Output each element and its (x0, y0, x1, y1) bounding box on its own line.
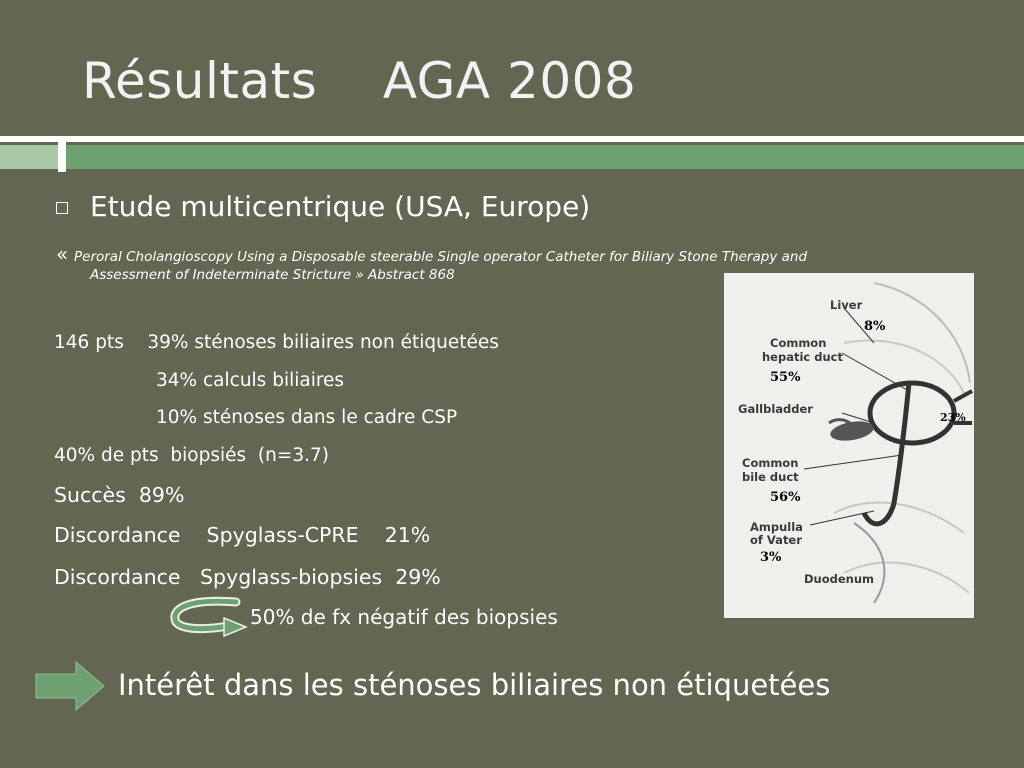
right-arrow-icon (34, 660, 106, 712)
result-stones: 34% calculs biliaires (156, 370, 345, 391)
label-ampulla-2: of Vater (750, 533, 802, 547)
label-liver: Liver (830, 298, 863, 312)
accent-bar-green (66, 145, 1024, 169)
result-discordance-biopsies: Discordance Spyglass-biopsies 29% (54, 565, 441, 589)
curved-arrow-icon (166, 596, 250, 638)
biliary-anatomy-figure (724, 273, 974, 618)
label-common-hepatic-2: hepatic duct (762, 350, 843, 364)
result-biopsies: 40% de pts biopsiés (n=3.7) (54, 445, 329, 466)
label-duodenum: Duodenum (804, 572, 875, 586)
result-discordance-cpre: Discordance Spyglass-CPRE 21% (54, 523, 431, 547)
pct-bile: 56% (770, 490, 801, 505)
label-gallbladder: Gallbladder (738, 402, 813, 416)
label-common-hepatic-1: Common (770, 336, 827, 350)
pct-ampulla: 3% (760, 550, 782, 565)
citation-line-2: Assessment of Indeterminate Stricture » Abstract 868 (90, 267, 455, 283)
pct-liver: 8% (864, 319, 886, 334)
conclusion-text: Intérêt dans les sténoses biliaires non étiquetées (118, 668, 831, 702)
label-common-bile-2: bile duct (742, 470, 799, 484)
result-csp: 10% sténoses dans le cadre CSP (156, 407, 458, 428)
pct-hepatic: 55% (770, 370, 801, 385)
study-heading: Etude multicentrique (USA, Europe) (90, 190, 591, 223)
result-negative-biopsies: 50% de fx négatif des biopsies (250, 605, 558, 629)
label-common-bile-1: Common (742, 456, 799, 470)
title-divider (0, 136, 1024, 142)
label-ampulla-1: Ampulla (750, 520, 803, 534)
slide-title: Résultats AGA 2008 (82, 52, 637, 110)
citation-line-1: Peroral Cholangioscopy Using a Disposable steerable Single operator Catheter for Biliary Stone Therapy and (74, 249, 808, 265)
accent-bar-light (0, 145, 58, 169)
open-quote: « (56, 242, 69, 266)
result-success: Succès 89% (54, 483, 185, 507)
pct-right: 23% (940, 411, 966, 424)
square-bullet-icon (56, 202, 68, 214)
result-patients: 146 pts 39% sténoses biliaires non étiquetées (54, 332, 499, 353)
accent-bar-separator (58, 142, 66, 172)
